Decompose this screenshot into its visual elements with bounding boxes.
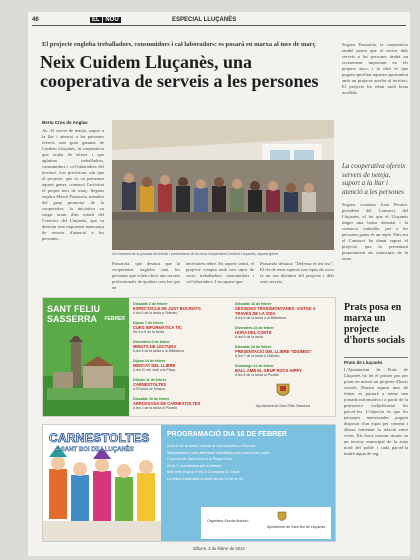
page-header [28,16,410,26]
coat-of-arms-icon [276,383,290,399]
header-rule [32,25,406,26]
page-footer: Dilluns, 2 de febrer de 2014 [193,546,245,551]
event-item: Dissabte 16 de febrer ARROSSADA DE CARNESTOLTES A les 2 de la tarda al Pavelló [133,397,201,410]
carnestoltes-subtitle: A SANT BOI DE LLUÇANÈS [55,447,134,453]
program-item: A les 7, xocolatada per a tothom. [167,463,223,468]
article-column-3: necessiten rebre. En aquest sentit, el projecte compta amb tres tipus de socis: treballadors, consumidors i col·laboradors. I en aquest que [186,261,254,284]
carnestoltes-program [161,425,335,541]
event-item: Diumenge 24 de febrer BALL AMB EL GRUP ROCK HIPPY A les 6 de la tarda al Pavelló [235,364,302,377]
ad-carnestoltes [42,424,336,542]
page-number: 46 [32,17,39,23]
events-column-left [133,302,229,416]
event-item: Divendres 22 de febrer HORA DEL CONTE A les 6 de la tarda [235,326,274,339]
photo-caption: Un moment de la jornada de treball i presentació de la nova cooperativa Cuidem Lluçanès, aquest gener [112,252,279,256]
sponsor-right: Ajuntament de Sant Boi de Lluçanès [267,525,326,529]
program-list [167,443,331,482]
program-item: Concurs de disfresses a la Plaça Nova. [167,457,234,461]
side-article-byline: Prats de Lluçanès [344,357,408,365]
sponsor-left: Organitza: Escola Antonio [207,519,249,523]
event-item: Dissabte 2 de febrer ESPECTACLE DE JUST BOCINATS A les 6 de la tarda a l'Ateneu [133,302,201,315]
article-column-5a: Segons Passarola, la cooperativa també pensa que el sector dels serveis a les persones tindrà un creixement important en els propers anys, i la idea és que puguin aprofitar aquesta oportunitat amb un projecte arrelat al territori. El projecte ha rebut molt bona acollida. [342,42,408,95]
article-byline: Berta Cros de Anglas [42,120,88,125]
carnestoltes-title: CARNESTOLTES [49,431,150,445]
program-item: A les 5 de la tarda, rebuda al Carnestoltes a l'Escola. [167,444,256,448]
ad-sant-feliu-title: SANT FELIU SASSERRA [47,304,100,324]
article-column-2: Passarola, que destaca que la cooperativa engloba tant les persones que volen oferir uns serveis professionals de qualitat com les que en [112,261,180,290]
event-item: Divendres 8 de febrer MINUTS DE LECTURA A les 6 de la tarda a la Biblioteca [133,340,184,353]
program-item: Seguidament, ball disfressat i desfilada pels carrers del poble. [167,450,272,455]
article-headline: Neix Cuidem Lluçanès, una cooperativa de serveis a les persones [40,52,319,91]
article-column-1: Av. Al servei de neteja, suport a la llar i atenció a les persones ofereix una gran gamma de Cuidem Lluçanès, la cooperativa que acaba de néixer i que aglutina treballadors, consumidors i col·laboradors del territori. Les previsions són que el projecte, que es va presentar aquest gener, comenci l'activitat el proper mes de març. Segons explica Mercè Passarola, membre del grup promotor de la cooperativa, la iniciativa va sorgir arran d'un estudi del Consorci del Lluçanès, que va detectar una important mancança de serveis d'atenció a les persones... [42,128,104,241]
event-item: Dijous 14 de febrer MERCAT DEL LLIBRE A les 10 del matí a la Plaça [133,359,176,372]
brand-logo: EL NOU [92,17,119,23]
coat-of-arms-icon [277,511,287,523]
program-title: PROGRAMACIÓ DIA 16 DE FEBRER [167,431,287,438]
event-item: Dissabte 16 de febrer SESSIONS TRANSMONTANES: VIATGE A TRAVÉS DE LA VIDA A les 6 de la tarda a la Biblioteca [235,302,316,320]
event-item: Dissabte 23 de febrer PRESENTACIÓ DEL LLIBRE "IDIOMES" A les 7 de la tarda a l'Ateneu [235,345,312,358]
sponsor-logo: Ajuntament de Sant Feliu Sasserra [235,383,331,408]
section-title: ESPECIAL LLUÇANÈS [172,17,237,23]
carnestoltes-illustration [43,425,161,541]
program-item: Ball amb el grup Fred & Company al Casal. [167,470,241,474]
ad-sant-feliu [42,297,336,417]
article-kicker: El projecte engloba treballadors, consumidors i cal laboradors: es posarà en marxa al mes de març [42,41,316,48]
newspaper-page [28,12,410,556]
event-item: Dilluns 11 de febrer CARNESTOLTES A l'Escola de Música [133,378,167,391]
article-column-4: Passarola destaca: "Defensa el teu risc". El fet de tenir aquests tres tipus de socis fa un ens distintiu del projecte i dels seus serveis. [260,261,334,284]
ad-sant-feliu-banner [43,298,129,416]
program-sponsors [201,507,331,539]
article-photo [112,120,334,250]
program-item: La festa continuarà a partir de les 11 de la nit. [167,476,244,481]
village-illustration [43,336,129,416]
ad-sant-feliu-month: FEBRER [104,316,125,322]
side-article-title: Prats posa en marxa un projecte d'horts socials [344,302,405,346]
article-column-5b: Segons comenta Joan Peraire, president del Consorci del Lluçanès, el fet que el Lluçanès tingui una baixa densitat i la comarca, subratlla, per a les persones grans és un repte. Fins ara el Consorci ha donat suport al projecte, que es presentarà properament als municipis de la zona. [342,202,408,261]
side-article-body: L'Ajuntament de Prats de Lluçanès ha fet el primer pas per posar en marxa un projecte d'horts socials. Durant aquest mes de febrer es portarà a terme una jornada informativa i a partir de la primavera s'adjudicaran les parcel·les. L'objectiu és que les persones interessades puguin disposar d'un espai per conrear i alhora fomentar la relació entre veïns. Els horts estaran situats en un terreny municipal de la zona nord del poble i cada parcel·la tindrà aigua de reg. [344,367,408,456]
event-item: Dijous 7 de febrer CURS INFORMÀTICA TIC De 4 a 6 de la tarda [133,321,182,334]
pull-quote: La cooperativa ofereix serveis de neteja, suport a la llar i atenció a les persones [342,162,406,196]
events-column-right [235,302,331,414]
